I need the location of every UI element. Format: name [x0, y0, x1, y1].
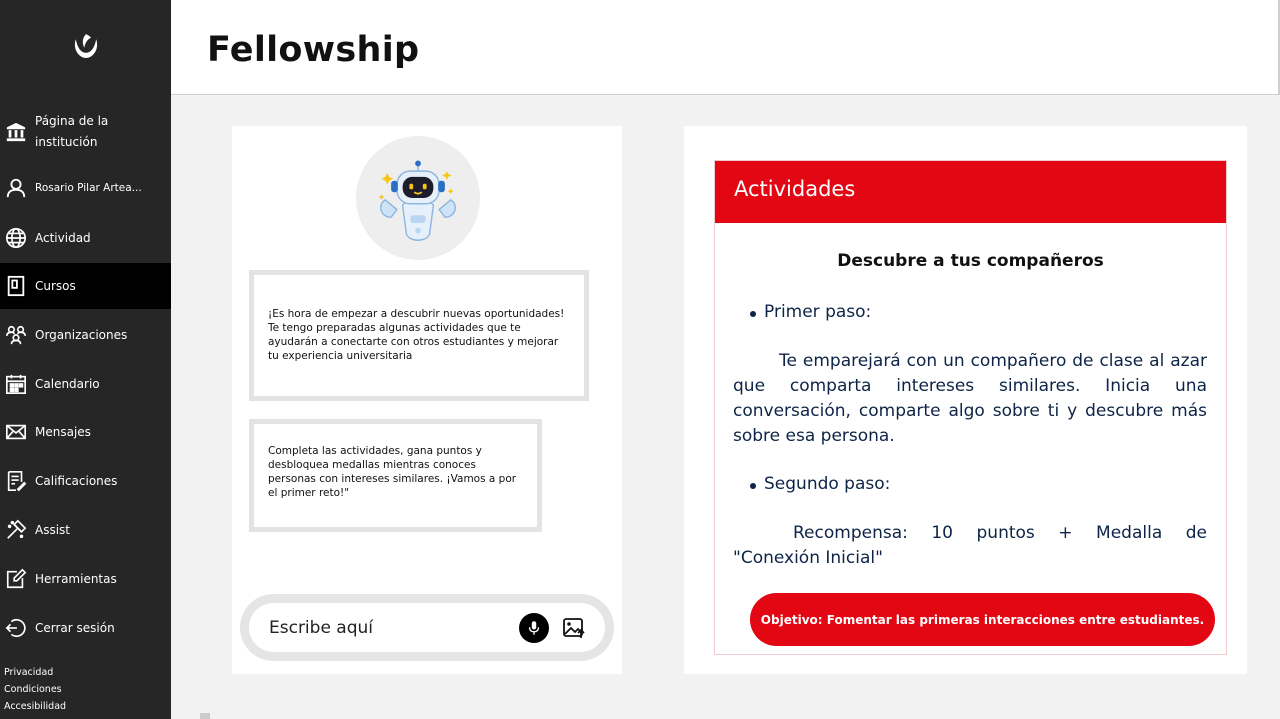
activity-card	[714, 160, 1227, 655]
institution-icon	[4, 120, 28, 144]
sidebar-item-label: Mensajes	[35, 424, 91, 439]
user-icon	[4, 176, 28, 200]
sidebar-item-label: Rosario Pilar Artea...	[35, 181, 142, 194]
sidebar-item-label: Organizaciones	[35, 327, 128, 342]
activities-panel	[684, 126, 1247, 674]
globe-icon	[4, 226, 28, 250]
sidebar-item-activity[interactable]	[0, 215, 171, 261]
chat-input[interactable]	[269, 618, 519, 638]
sidebar-item-courses[interactable]	[0, 263, 171, 309]
bot-message-text: Completa las actividades, gana puntos y desbloquea medallas mientras conoces personas con intereses similares. ¡Vamos a por el primer reto!"	[268, 445, 517, 499]
upc-logo[interactable]	[0, 0, 171, 92]
privacy-link[interactable]: Privacidad	[4, 667, 54, 678]
sidebar-item-label: Assist	[35, 522, 71, 537]
chat-panel	[232, 126, 622, 674]
chat-input-box	[249, 603, 605, 652]
step-2-label: Segundo paso:	[764, 474, 891, 494]
legal-links	[4, 664, 66, 715]
bottom-scroll-marker	[200, 713, 210, 719]
page-title: Fellowship	[207, 30, 420, 70]
mail-icon	[4, 420, 28, 444]
assist-icon	[4, 518, 28, 542]
bot-message	[249, 270, 589, 401]
sidebar-item-assist[interactable]	[0, 507, 171, 553]
sidebar-item-label: Calendario	[35, 376, 100, 391]
sidebar-item-label: Actividad	[35, 230, 91, 245]
sidebar-item-label: Calificaciones	[35, 473, 118, 488]
calendar-icon	[4, 372, 28, 396]
step-2-description: Recompensa: 10 puntos + Medalla de "Conexión Inicial"	[733, 523, 1207, 568]
page-header	[171, 0, 1280, 95]
upload-image-button[interactable]	[561, 615, 587, 641]
tools-icon	[4, 567, 28, 591]
sidebar-item-institution[interactable]	[0, 107, 171, 157]
sidebar-item-tools[interactable]	[0, 556, 171, 602]
sidebar-item-label: Página de la institución	[35, 114, 109, 149]
activity-title: Descubre a tus compañeros	[837, 251, 1104, 271]
step-1-description: Te emparejará con un compañero de clase al azar que comparta intereses similares. Inicia una conversación, comparte algo sobre ti y descubre más sobre esa persona.	[733, 351, 1207, 446]
grades-icon	[4, 469, 28, 493]
bot-message-text: ¡Es hora de empezar a descubrir nuevas oportunidades! Te tengo preparadas algunas actividades que te ayudarán a conectarte con otros estudiantes y mejorar tu experiencia universitaria	[268, 308, 565, 362]
microphone-button[interactable]	[519, 613, 549, 643]
sidebar-item-grades[interactable]	[0, 458, 171, 504]
sidebar	[0, 0, 171, 719]
step-1-label: Primer paso:	[764, 302, 872, 322]
accessibility-link[interactable]: Accesibilidad	[4, 701, 67, 712]
organizations-icon	[4, 323, 28, 347]
sidebar-item-organizations[interactable]	[0, 312, 171, 358]
course-icon	[4, 274, 28, 298]
image-upload-icon	[562, 616, 586, 640]
objective-button[interactable]: Objetivo: Fomentar las primeras interacciones entre estudiantes.	[750, 593, 1215, 646]
sidebar-item-label: Herramientas	[35, 571, 117, 586]
activities-header: Actividades	[715, 161, 1226, 223]
sidebar-item-messages[interactable]	[0, 409, 171, 455]
chat-input-container	[240, 594, 614, 661]
sidebar-item-profile[interactable]	[0, 165, 171, 211]
sidebar-item-calendar[interactable]	[0, 361, 171, 407]
bot-avatar	[356, 136, 480, 260]
microphone-icon	[525, 619, 543, 637]
terms-link[interactable]: Condiciones	[4, 684, 62, 695]
logout-icon	[4, 616, 28, 640]
robot-icon	[370, 150, 466, 246]
sidebar-item-logout[interactable]	[0, 605, 171, 651]
sidebar-item-label: Cursos	[35, 278, 76, 293]
sidebar-item-label: Cerrar sesión	[35, 620, 115, 635]
bot-message	[249, 419, 542, 532]
